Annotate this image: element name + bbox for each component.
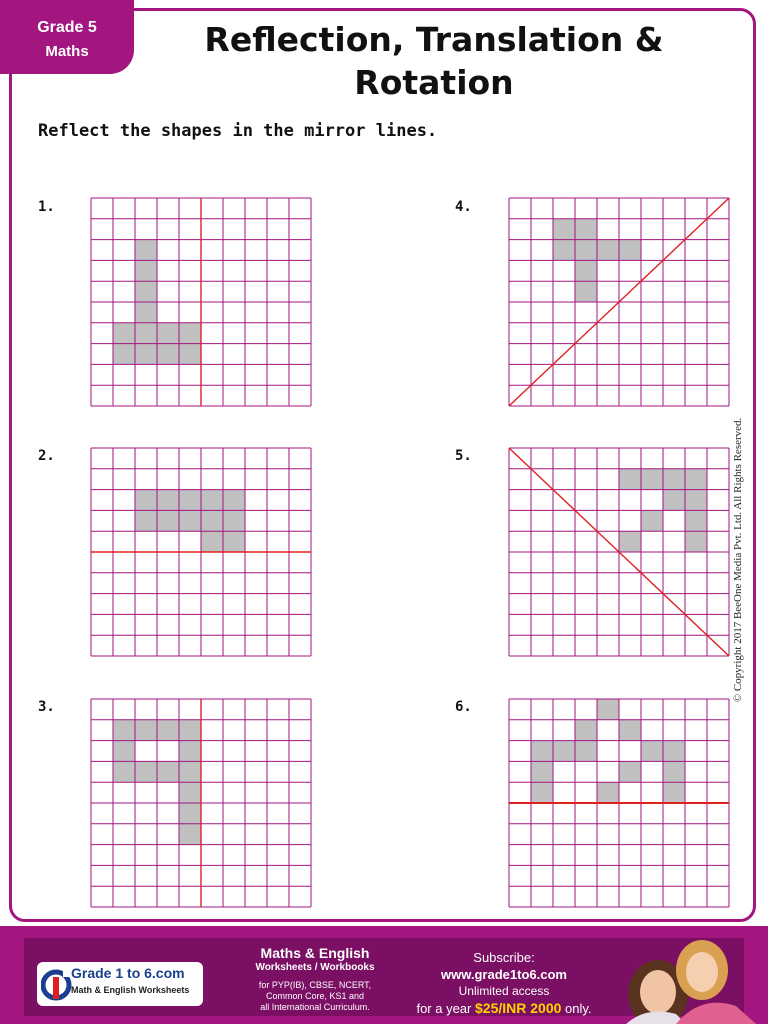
- shaded-cell: [135, 240, 157, 261]
- shaded-cell: [575, 741, 597, 762]
- shaded-cell: [619, 469, 641, 490]
- promo-photo: [606, 936, 756, 1024]
- logo-mark-icon: [41, 965, 75, 1003]
- shaded-cell: [575, 219, 597, 240]
- shaded-cell: [113, 761, 135, 782]
- shaded-cell: [223, 531, 245, 552]
- shaded-cell: [575, 240, 597, 261]
- grid-question-3: [90, 698, 312, 908]
- shaded-cell: [531, 782, 553, 803]
- copyright-text: © Copyright 2017 BeeOne Media Pvt. Ltd. All Rights Reserved.: [732, 417, 744, 703]
- title-line-1: Reflection, Translation &: [204, 20, 664, 59]
- grade-badge: [0, 0, 134, 74]
- shaded-cell: [135, 344, 157, 365]
- shaded-cell: [179, 344, 201, 365]
- shaded-cell: [113, 741, 135, 762]
- price-line: [398, 999, 610, 1018]
- question-number-2: 2.: [38, 448, 55, 464]
- shaded-cell: [641, 469, 663, 490]
- grid-question-1: [90, 197, 312, 407]
- shaded-cell: [113, 720, 135, 741]
- grid-question-6: [508, 698, 730, 908]
- clothing-shape: [676, 1003, 756, 1024]
- shaded-cell: [135, 302, 157, 323]
- shaded-cell: [201, 531, 223, 552]
- shaded-cell: [201, 510, 223, 531]
- subscribe-label: Subscribe:: [473, 950, 535, 965]
- shaded-cell: [663, 761, 685, 782]
- shaded-cell: [619, 531, 641, 552]
- subject-label: Maths: [45, 43, 89, 60]
- shaded-cell: [113, 344, 135, 365]
- shaded-cell: [157, 323, 179, 344]
- price-value: $25/INR 2000: [475, 1000, 562, 1016]
- shaded-cell: [157, 510, 179, 531]
- shaded-cell: [179, 741, 201, 762]
- shaded-cell: [179, 720, 201, 741]
- grid-question-5: [508, 447, 730, 657]
- shaded-cell: [135, 323, 157, 344]
- shaded-cell: [179, 510, 201, 531]
- shaded-cell: [179, 490, 201, 511]
- shaded-cell: [179, 803, 201, 824]
- shaded-cell: [597, 782, 619, 803]
- shaded-cell: [685, 469, 707, 490]
- website-link[interactable]: www.grade1to6.com: [441, 967, 567, 982]
- shaded-cell: [135, 761, 157, 782]
- shaded-cell: [157, 761, 179, 782]
- shaded-cell: [619, 720, 641, 741]
- site-logo[interactable]: [37, 962, 203, 1006]
- access-label: Unlimited access: [458, 984, 550, 998]
- shaded-cell: [135, 281, 157, 302]
- shaded-cell: [157, 344, 179, 365]
- shaded-cell: [135, 260, 157, 281]
- logo-name: Grade 1 to 6.com: [71, 965, 185, 981]
- grid-question-4: [508, 197, 730, 407]
- question-number-5: 5.: [455, 448, 472, 464]
- grid-question-2: [90, 447, 312, 657]
- shaded-cell: [201, 490, 223, 511]
- shaded-cell: [531, 741, 553, 762]
- shaded-cell: [223, 490, 245, 511]
- shaded-cell: [575, 281, 597, 302]
- face-shape: [686, 952, 718, 992]
- footer-curricula-line: Common Core, KS1 and: [265, 991, 365, 1001]
- question-number-4: 4.: [455, 199, 472, 215]
- shaded-cell: [135, 510, 157, 531]
- shaded-cell: [531, 761, 553, 782]
- shaded-cell: [553, 219, 575, 240]
- question-number-1: 1.: [38, 199, 55, 215]
- footer-subscribe: [398, 950, 610, 1018]
- footer-curricula-line: for PYP(IB), CBSE, NCERT,: [258, 980, 372, 990]
- shaded-cell: [135, 720, 157, 741]
- shaded-cell: [597, 699, 619, 720]
- shaded-cell: [685, 531, 707, 552]
- shaded-cell: [597, 240, 619, 261]
- shaded-cell: [663, 490, 685, 511]
- shaded-cell: [575, 260, 597, 281]
- shaded-cell: [179, 824, 201, 845]
- shaded-cell: [575, 720, 597, 741]
- shaded-cell: [641, 510, 663, 531]
- shaded-cell: [179, 761, 201, 782]
- shaded-cell: [619, 761, 641, 782]
- price-suffix: only.: [565, 1001, 592, 1016]
- face-shape: [640, 970, 676, 1014]
- shaded-cell: [179, 782, 201, 803]
- shaded-cell: [663, 741, 685, 762]
- shaded-cell: [179, 323, 201, 344]
- footer-curricula-line: all International Curriculum.: [260, 1002, 370, 1012]
- page-title: [150, 18, 718, 104]
- logo-tagline: Math & English Worksheets: [71, 985, 190, 995]
- price-prefix: for a year: [416, 1001, 472, 1016]
- shaded-cell: [157, 490, 179, 511]
- shaded-cell: [619, 240, 641, 261]
- shaded-cell: [663, 782, 685, 803]
- question-number-3: 3.: [38, 699, 55, 715]
- shaded-cell: [641, 741, 663, 762]
- shaded-cell: [113, 323, 135, 344]
- footer-subheading: Worksheets / Workbooks: [255, 962, 375, 973]
- shaded-cell: [663, 469, 685, 490]
- footer-product-info: [240, 945, 390, 1013]
- shaded-cell: [553, 240, 575, 261]
- instruction-text: Reflect the shapes in the mirror lines.: [38, 121, 438, 141]
- shaded-cell: [685, 510, 707, 531]
- title-line-2: Rotation: [354, 63, 514, 102]
- question-number-6: 6.: [455, 699, 472, 715]
- shaded-cell: [685, 490, 707, 511]
- grade-label: Grade 5: [37, 19, 97, 36]
- shaded-cell: [223, 510, 245, 531]
- footer-heading: Maths & English: [260, 945, 370, 961]
- shaded-cell: [135, 490, 157, 511]
- shaded-cell: [553, 741, 575, 762]
- shaded-cell: [157, 720, 179, 741]
